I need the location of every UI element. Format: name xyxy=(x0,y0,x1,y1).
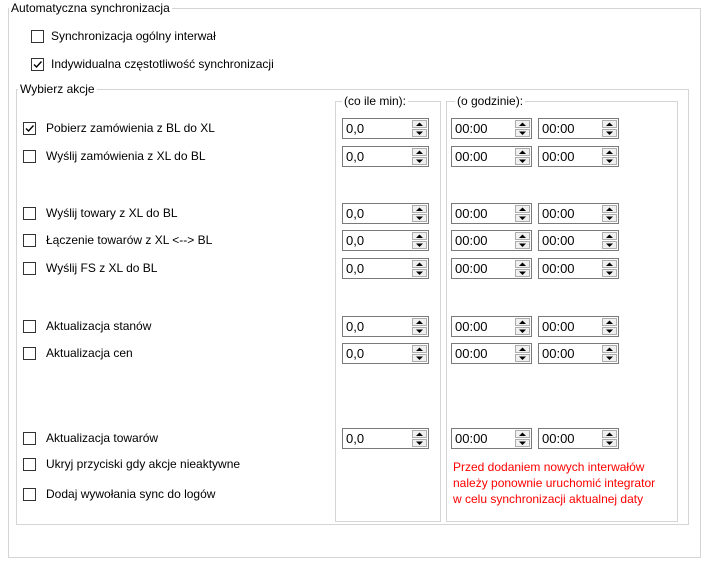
time-from-spinner-buttons xyxy=(515,205,530,222)
interval-spinner-value[interactable]: 0,0 xyxy=(346,233,365,248)
interval-spinner[interactable] xyxy=(342,118,429,139)
spin-down-button[interactable] xyxy=(602,269,617,277)
spin-down-button[interactable] xyxy=(515,241,530,249)
time-to-spinner-value[interactable]: 00:00 xyxy=(542,206,575,221)
interval-spinner[interactable] xyxy=(342,203,429,224)
check-icon xyxy=(32,59,43,70)
arrow-up-icon xyxy=(519,150,526,155)
spin-up-button[interactable] xyxy=(515,205,530,213)
spin-down-button[interactable] xyxy=(602,327,617,335)
time-to-spinner-value[interactable]: 00:00 xyxy=(542,261,575,276)
time-to-spinner-buttons xyxy=(602,120,617,137)
time-to-spinner-buttons xyxy=(602,148,617,165)
spin-up-button[interactable] xyxy=(412,345,427,353)
arrow-down-icon xyxy=(606,441,613,446)
time-to-spinner[interactable] xyxy=(538,258,619,279)
time-from-spinner[interactable] xyxy=(451,316,532,337)
time-from-spinner[interactable] xyxy=(451,146,532,167)
arrow-down-icon xyxy=(606,271,613,276)
time-from-spinner-buttons xyxy=(515,120,530,137)
individual-frequency-label[interactable]: Indywidualna częstotliwość synchronizacji xyxy=(51,57,274,71)
time-from-spinner-value[interactable]: 00:00 xyxy=(455,121,488,136)
time-from-spinner-value[interactable]: 00:00 xyxy=(455,261,488,276)
time-from-spinner-value[interactable]: 00:00 xyxy=(455,233,488,248)
time-from-spinner-value[interactable]: 00:00 xyxy=(455,149,488,164)
action-checkbox[interactable] xyxy=(23,347,36,360)
arrow-down-icon xyxy=(606,216,613,221)
arrow-down-icon xyxy=(519,329,526,334)
general-interval-checkbox[interactable] xyxy=(31,30,44,43)
time-from-spinner[interactable] xyxy=(451,428,532,449)
hide-buttons-checkbox[interactable] xyxy=(23,458,36,471)
spin-down-button[interactable] xyxy=(412,241,427,249)
spin-down-button[interactable] xyxy=(412,129,427,137)
action-label[interactable]: Łączenie towarów z XL <--> BL xyxy=(46,233,213,247)
auto-sync-group-title: Automatyczna synchronizacja xyxy=(11,1,170,15)
arrow-up-icon xyxy=(606,432,613,437)
arrow-up-icon xyxy=(519,320,526,325)
arrow-up-icon xyxy=(416,262,423,267)
arrow-down-icon xyxy=(416,441,423,446)
time-from-spinner-value[interactable]: 00:00 xyxy=(455,319,488,334)
action-checkbox[interactable] xyxy=(23,432,36,445)
time-column-header: (o godzinie): xyxy=(457,94,524,108)
interval-spinner-buttons xyxy=(412,148,427,165)
time-to-spinner-value[interactable]: 00:00 xyxy=(542,319,575,334)
arrow-down-icon xyxy=(519,159,526,164)
spin-down-button[interactable] xyxy=(602,439,617,447)
arrow-up-icon xyxy=(606,150,613,155)
spin-down-button[interactable] xyxy=(412,439,427,447)
arrow-down-icon xyxy=(416,159,423,164)
spin-down-button[interactable] xyxy=(515,129,530,137)
spin-up-button[interactable] xyxy=(602,260,617,268)
action-checkbox[interactable] xyxy=(23,207,36,220)
spin-down-button[interactable] xyxy=(602,214,617,222)
action-checkbox[interactable] xyxy=(23,262,36,275)
arrow-up-icon xyxy=(416,432,423,437)
time-to-spinner-buttons xyxy=(602,318,617,335)
arrow-up-icon xyxy=(416,150,423,155)
interval-spinner[interactable] xyxy=(342,230,429,251)
action-label[interactable]: Wyślij zamówienia z XL do BL xyxy=(46,149,206,163)
time-from-spinner-buttons xyxy=(515,430,530,447)
interval-spinner-value[interactable]: 0,0 xyxy=(346,319,365,334)
time-from-spinner[interactable] xyxy=(451,258,532,279)
interval-spinner-buttons xyxy=(412,345,427,362)
interval-spinner-buttons xyxy=(412,318,427,335)
spin-up-button[interactable] xyxy=(602,318,617,326)
spin-up-button[interactable] xyxy=(412,260,427,268)
warning-line-3: w celu synchronizacji aktualnej daty xyxy=(453,492,644,506)
interval-spinner-value[interactable]: 0,0 xyxy=(346,149,365,164)
arrow-up-icon xyxy=(416,207,423,212)
action-label[interactable]: Wyślij FS z XL do BL xyxy=(46,261,158,275)
general-interval-label[interactable]: Synchronizacja ogólny interwał xyxy=(51,29,216,43)
time-to-spinner-buttons xyxy=(602,430,617,447)
hide-buttons-label[interactable]: Ukryj przyciski gdy akcje nieaktywne xyxy=(46,457,241,471)
spin-down-button[interactable] xyxy=(412,269,427,277)
arrow-up-icon xyxy=(519,262,526,267)
spin-up-button[interactable] xyxy=(515,430,530,438)
spin-down-button[interactable] xyxy=(515,439,530,447)
arrow-down-icon xyxy=(416,131,423,136)
arrow-down-icon xyxy=(606,356,613,361)
interval-spinner-buttons xyxy=(412,430,427,447)
individual-frequency-checkbox[interactable] xyxy=(31,58,44,71)
spin-up-button[interactable] xyxy=(515,318,530,326)
interval-spinner-value[interactable]: 0,0 xyxy=(346,121,365,136)
spin-up-button[interactable] xyxy=(602,232,617,240)
time-to-spinner-value[interactable]: 00:00 xyxy=(542,233,575,248)
interval-spinner[interactable] xyxy=(342,258,429,279)
interval-spinner[interactable] xyxy=(342,316,429,337)
arrow-down-icon xyxy=(416,356,423,361)
time-to-spinner[interactable] xyxy=(538,203,619,224)
interval-column-header: (co ile min): xyxy=(344,94,407,108)
arrow-up-icon xyxy=(416,122,423,127)
spin-down-button[interactable] xyxy=(602,129,617,137)
time-to-spinner-buttons xyxy=(602,260,617,277)
time-from-spinner[interactable] xyxy=(451,343,532,364)
spin-down-button[interactable] xyxy=(602,157,617,165)
arrow-down-icon xyxy=(519,441,526,446)
spin-up-button[interactable] xyxy=(412,120,427,128)
add-logs-label[interactable]: Dodaj wywołania sync do logów xyxy=(46,487,216,501)
spin-up-button[interactable] xyxy=(602,205,617,213)
time-from-spinner-buttons xyxy=(515,260,530,277)
time-to-spinner-value[interactable]: 00:00 xyxy=(542,346,575,361)
spin-down-button[interactable] xyxy=(412,354,427,362)
arrow-up-icon xyxy=(519,234,526,239)
arrow-up-icon xyxy=(606,207,613,212)
interval-spinner-value[interactable]: 0,0 xyxy=(346,206,365,221)
action-label[interactable]: Aktualizacja stanów xyxy=(46,319,152,333)
spin-down-button[interactable] xyxy=(515,214,530,222)
arrow-down-icon xyxy=(606,329,613,334)
time-from-spinner-value[interactable]: 00:00 xyxy=(455,346,488,361)
spin-up-button[interactable] xyxy=(412,148,427,156)
check-icon xyxy=(24,123,35,134)
arrow-up-icon xyxy=(606,320,613,325)
arrow-up-icon xyxy=(416,320,423,325)
time-to-spinner[interactable] xyxy=(538,118,619,139)
spin-up-button[interactable] xyxy=(602,148,617,156)
arrow-up-icon xyxy=(416,234,423,239)
interval-spinner-value[interactable]: 0,0 xyxy=(346,431,365,446)
spin-up-button[interactable] xyxy=(515,260,530,268)
time-to-spinner[interactable] xyxy=(538,316,619,337)
time-to-spinner[interactable] xyxy=(538,343,619,364)
arrow-up-icon xyxy=(606,122,613,127)
spin-down-button[interactable] xyxy=(412,214,427,222)
spin-down-button[interactable] xyxy=(412,327,427,335)
time-from-spinner-buttons xyxy=(515,232,530,249)
arrow-up-icon xyxy=(606,234,613,239)
time-from-spinner-value[interactable]: 00:00 xyxy=(455,206,488,221)
spin-up-button[interactable] xyxy=(412,430,427,438)
arrow-down-icon xyxy=(416,271,423,276)
action-checkbox[interactable] xyxy=(23,150,36,163)
arrow-down-icon xyxy=(606,243,613,248)
arrow-down-icon xyxy=(519,243,526,248)
spin-down-button[interactable] xyxy=(602,354,617,362)
spin-up-button[interactable] xyxy=(412,318,427,326)
spin-down-button[interactable] xyxy=(515,354,530,362)
spin-down-button[interactable] xyxy=(412,157,427,165)
action-label[interactable]: Aktualizacja cen xyxy=(46,346,133,360)
time-from-spinner-buttons xyxy=(515,318,530,335)
interval-spinner-buttons xyxy=(412,120,427,137)
action-label[interactable]: Aktualizacja towarów xyxy=(46,431,159,445)
interval-spinner[interactable] xyxy=(342,343,429,364)
arrow-down-icon xyxy=(416,329,423,334)
arrow-up-icon xyxy=(519,207,526,212)
spin-down-button[interactable] xyxy=(515,269,530,277)
time-to-spinner-buttons xyxy=(602,205,617,222)
time-to-spinner-value[interactable]: 00:00 xyxy=(542,121,575,136)
spin-up-button[interactable] xyxy=(515,120,530,128)
arrow-down-icon xyxy=(606,131,613,136)
time-to-spinner[interactable] xyxy=(538,428,619,449)
arrow-up-icon xyxy=(519,122,526,127)
arrow-down-icon xyxy=(519,271,526,276)
arrow-up-icon xyxy=(519,347,526,352)
warning-line-1: Przed dodaniem nowych interwałów xyxy=(453,460,645,474)
warning-line-2: należy ponownie uruchomić integrator xyxy=(453,476,656,490)
spin-up-button[interactable] xyxy=(515,345,530,353)
arrow-down-icon xyxy=(519,216,526,221)
time-to-spinner[interactable] xyxy=(538,146,619,167)
time-to-spinner-value[interactable]: 00:00 xyxy=(542,431,575,446)
interval-spinner-buttons xyxy=(412,260,427,277)
spin-up-button[interactable] xyxy=(602,430,617,438)
interval-spinner[interactable] xyxy=(342,428,429,449)
time-to-spinner[interactable] xyxy=(538,230,619,251)
interval-spinner[interactable] xyxy=(342,146,429,167)
action-checkbox[interactable] xyxy=(23,320,36,333)
time-from-spinner[interactable] xyxy=(451,203,532,224)
add-logs-checkbox[interactable] xyxy=(23,488,36,501)
spin-down-button[interactable] xyxy=(515,157,530,165)
spin-up-button[interactable] xyxy=(515,232,530,240)
action-label[interactable]: Wyślij towary z XL do BL xyxy=(46,206,178,220)
spin-down-button[interactable] xyxy=(515,327,530,335)
time-from-spinner-value[interactable]: 00:00 xyxy=(455,431,488,446)
arrow-down-icon xyxy=(416,243,423,248)
time-from-spinner[interactable] xyxy=(451,230,532,251)
spin-up-button[interactable] xyxy=(602,345,617,353)
arrow-up-icon xyxy=(606,262,613,267)
time-to-spinner-buttons xyxy=(602,232,617,249)
arrow-up-icon xyxy=(519,432,526,437)
action-label[interactable]: Pobierz zamówienia z BL do XL xyxy=(46,121,215,135)
interval-spinner-value[interactable]: 0,0 xyxy=(346,261,365,276)
spin-up-button[interactable] xyxy=(602,120,617,128)
spin-up-button[interactable] xyxy=(412,205,427,213)
arrow-down-icon xyxy=(519,131,526,136)
actions-group-title: Wybierz akcje xyxy=(20,82,95,96)
time-from-spinner-buttons xyxy=(515,148,530,165)
spin-up-button[interactable] xyxy=(515,148,530,156)
arrow-down-icon xyxy=(519,356,526,361)
action-checkbox[interactable] xyxy=(23,234,36,247)
spin-up-button[interactable] xyxy=(412,232,427,240)
time-to-spinner-buttons xyxy=(602,345,617,362)
interval-spinner-buttons xyxy=(412,232,427,249)
interval-spinner-value[interactable]: 0,0 xyxy=(346,346,365,361)
arrow-down-icon xyxy=(416,216,423,221)
interval-spinner-buttons xyxy=(412,205,427,222)
arrow-down-icon xyxy=(606,159,613,164)
arrow-up-icon xyxy=(606,347,613,352)
arrow-up-icon xyxy=(416,347,423,352)
time-to-spinner-value[interactable]: 00:00 xyxy=(542,149,575,164)
spin-down-button[interactable] xyxy=(602,241,617,249)
action-checkbox[interactable] xyxy=(23,122,36,135)
time-from-spinner[interactable] xyxy=(451,118,532,139)
time-from-spinner-buttons xyxy=(515,345,530,362)
